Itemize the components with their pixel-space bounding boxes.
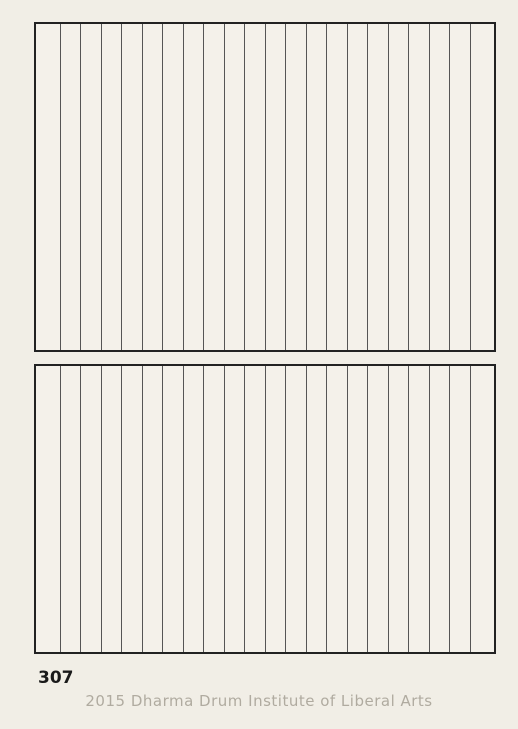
text-column <box>265 366 286 652</box>
text-column <box>326 24 347 350</box>
text-column <box>80 366 101 652</box>
text-column <box>224 366 245 652</box>
text-column <box>470 366 491 652</box>
text-column <box>40 24 60 350</box>
text-column <box>285 366 306 652</box>
text-column <box>203 24 224 350</box>
text-column <box>470 24 491 350</box>
text-column <box>60 24 81 350</box>
text-column <box>162 24 183 350</box>
bottom-columns <box>36 366 494 652</box>
text-column <box>60 366 81 652</box>
text-column <box>347 24 368 350</box>
top-page-block <box>34 22 496 352</box>
text-column <box>388 366 409 652</box>
text-column <box>449 366 470 652</box>
text-column <box>183 24 204 350</box>
text-column <box>367 366 388 652</box>
text-column <box>449 24 470 350</box>
text-column <box>429 366 450 652</box>
text-column <box>224 24 245 350</box>
text-column <box>101 366 122 652</box>
text-column <box>142 24 163 350</box>
text-column <box>326 366 347 652</box>
bottom-page-block <box>34 364 496 654</box>
text-column <box>429 24 450 350</box>
text-column <box>306 24 327 350</box>
text-column <box>162 366 183 652</box>
text-column <box>306 366 327 652</box>
text-column <box>101 24 122 350</box>
text-column <box>408 366 429 652</box>
text-column <box>285 24 306 350</box>
top-columns <box>36 24 494 350</box>
text-column <box>203 366 224 652</box>
text-column <box>347 366 368 652</box>
text-column <box>121 366 142 652</box>
text-column <box>367 24 388 350</box>
text-column <box>244 366 265 652</box>
text-column <box>408 24 429 350</box>
text-column <box>80 24 101 350</box>
watermark: 2015 Dharma Drum Institute of Liberal Arts <box>85 692 433 710</box>
text-column <box>121 24 142 350</box>
text-column <box>142 366 163 652</box>
text-column <box>388 24 409 350</box>
text-column <box>244 24 265 350</box>
text-column <box>40 366 60 652</box>
text-column <box>265 24 286 350</box>
page-number: 307 <box>38 668 74 688</box>
text-column <box>183 366 204 652</box>
